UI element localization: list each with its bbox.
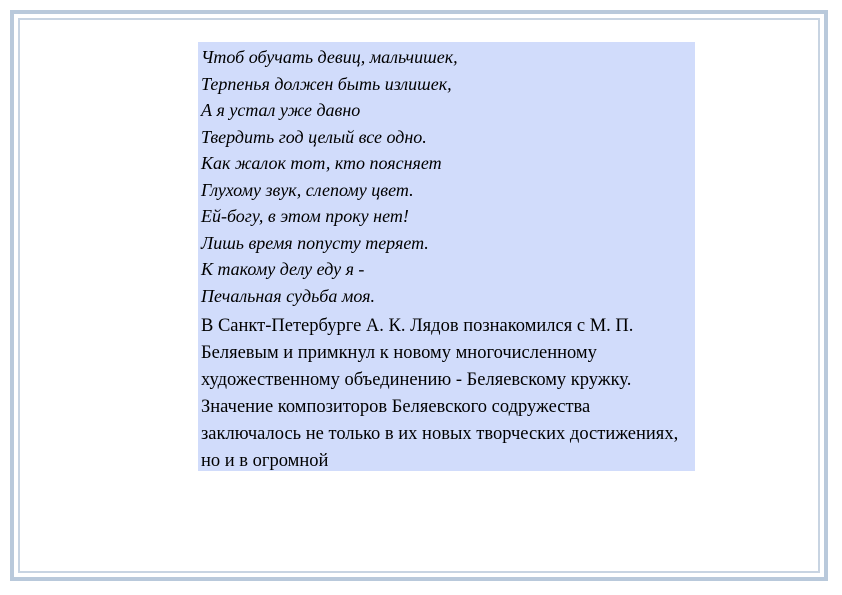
text-box xyxy=(198,42,695,471)
poem-line: Печальная судьба моя. xyxy=(201,285,375,306)
poem-line: Глухому звук, слепому цвет. xyxy=(201,179,414,200)
poem-line: Ей-богу, в этом проку нет! xyxy=(201,206,409,226)
poem-line: Твердить год целый все одно. xyxy=(201,126,427,147)
poem-line: К такому делу еду я - xyxy=(201,259,365,279)
poem-line: Лишь время попусту теряет. xyxy=(201,232,429,253)
poem-line: Чтоб обучать девиц, мальчишек, xyxy=(201,47,458,67)
poem xyxy=(201,44,692,309)
poem-line: Как жалок тот, кто поясняет xyxy=(201,153,442,173)
poem-line: А я устал уже давно xyxy=(201,100,361,120)
poem-line: Терпенья должен быть излишек, xyxy=(201,73,452,94)
prose-paragraph: В Санкт-Петербурге А. К. Лядов познакомился с М. П. Беляевым и примкнул к новому многочисленному художественному объединению - Беляевскому кружку. Значение композиторов Беляевского содружества заключалось не только в их новых творческих достижениях, но и в огромной xyxy=(201,316,679,471)
